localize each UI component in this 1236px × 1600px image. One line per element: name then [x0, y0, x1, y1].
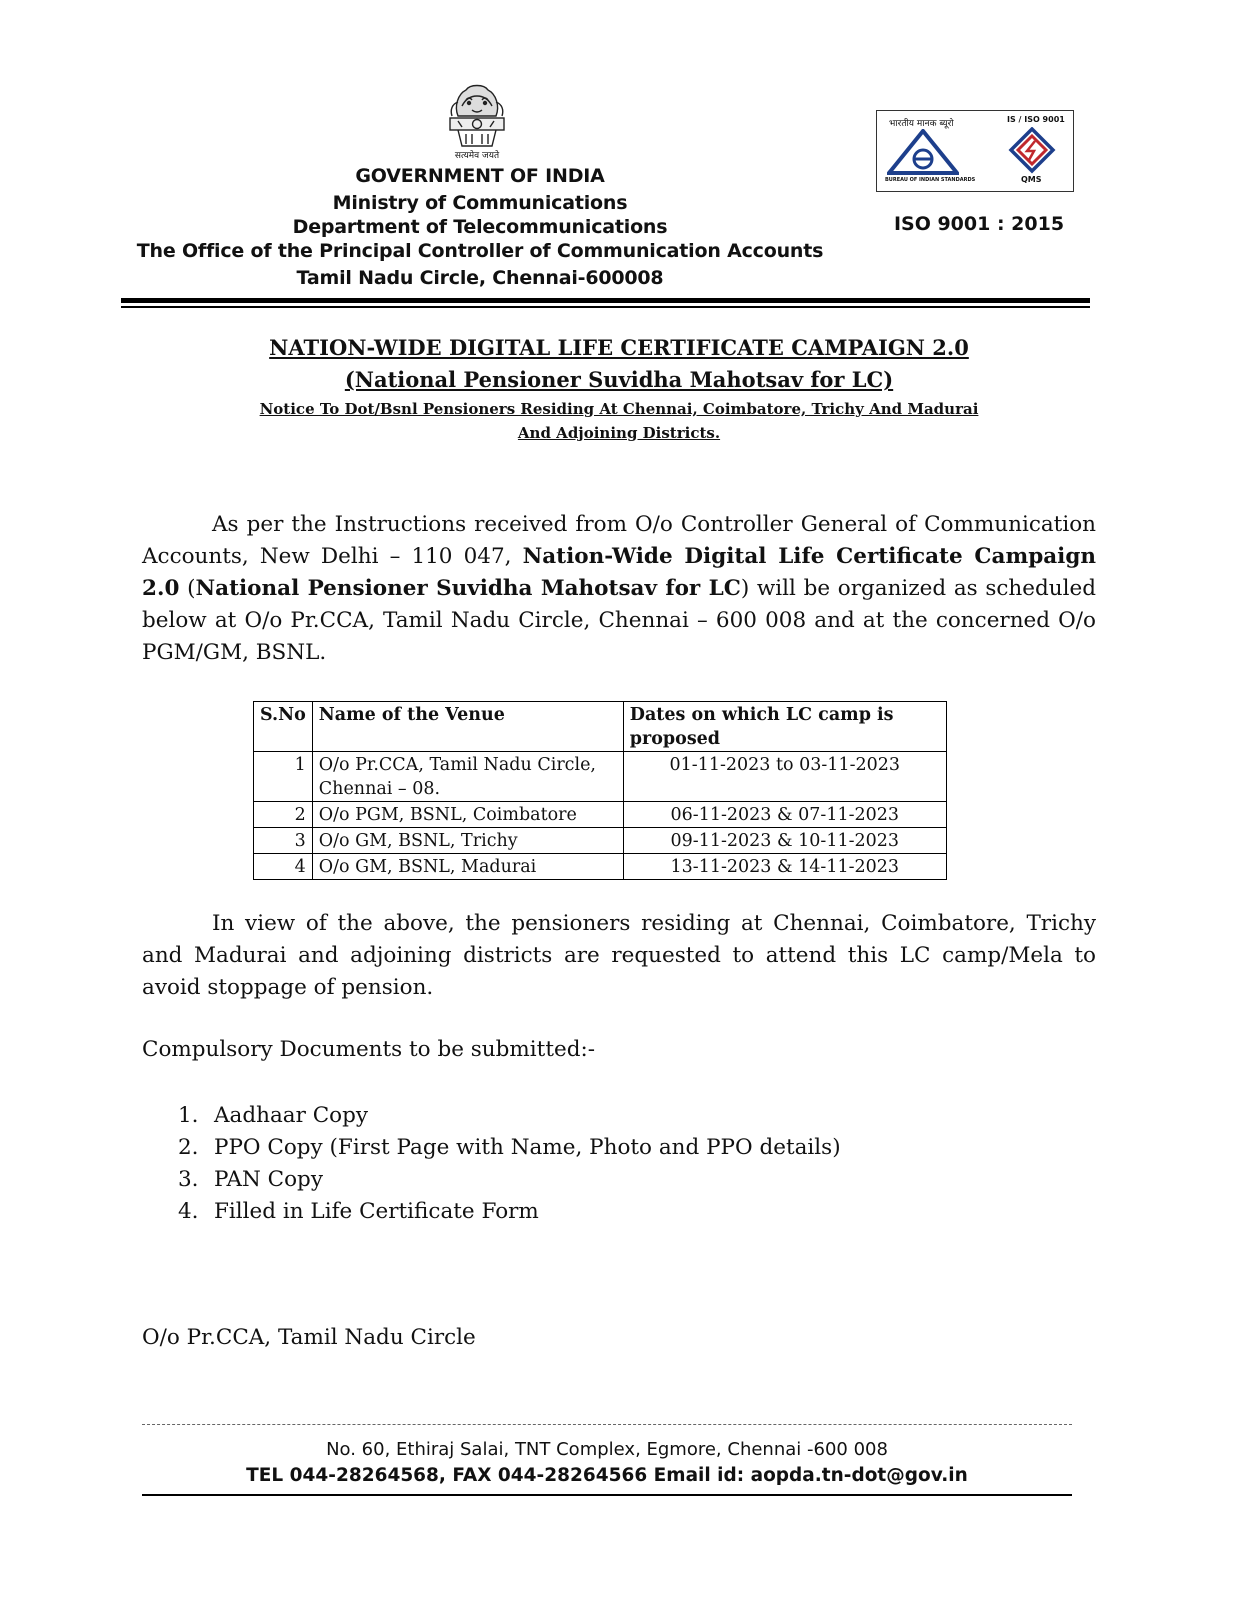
table-row — [254, 854, 947, 880]
bis-bureau-text: BUREAU OF INDIAN STANDARDS — [885, 177, 976, 183]
list-item-number: 1. — [178, 1103, 199, 1128]
cell-venue: O/o Pr.CCA, Tamil Nadu Circle, Chennai – 08. — [312, 752, 623, 802]
table-header-row — [254, 702, 947, 752]
header-government: GOVERNMENT OF INDIA — [355, 165, 605, 187]
header-office: The Office of the Principal Controller of Communication Accounts — [136, 240, 824, 262]
header-divider-thick — [121, 298, 1090, 303]
cell-sno: 2 — [254, 802, 313, 828]
list-item-number: 2. — [178, 1135, 199, 1160]
intro-bold-campaign: Nation-Wide Digital Life Certificate Campaign 2.0 — [142, 544, 1096, 601]
header-sno: S.No — [254, 702, 313, 752]
camp-schedule-table — [253, 701, 947, 880]
bis-iso-label: IS / ISO 9001 — [1007, 115, 1065, 124]
header-venue: Name of the Venue — [312, 702, 623, 752]
documents-list — [178, 1100, 841, 1228]
table-row — [254, 802, 947, 828]
cell-sno: 1 — [254, 752, 313, 802]
intro-text-3: ) will be organized as scheduled below at O/o Pr.CCA, Tamil Nadu Circle, Chennai – 600 008 and at the concerned O/o PGM/GM, BSNL. — [142, 576, 1096, 665]
header-dates: Dates on which LC camp is proposed — [623, 702, 946, 752]
bis-hindi-text: भारतीय मानक ब्यूरो — [889, 119, 954, 129]
table-row — [254, 752, 947, 802]
cell-dates: 13-11-2023 & 14-11-2023 — [623, 854, 946, 880]
intro-paragraph — [142, 509, 1096, 669]
list-item — [178, 1196, 841, 1228]
bis-logo-icon — [876, 110, 1074, 192]
intro-text-1: As per the Instructions received from O/o Controller General of Communication Accounts, New Delhi – 110 047, — [142, 512, 1096, 569]
list-item-text: PPO Copy (First Page with Name, Photo and PPO details) — [214, 1135, 841, 1160]
notice-line-2: And Adjoining Districts. — [517, 424, 721, 442]
list-item-number: 3. — [178, 1167, 199, 1192]
footer-address: No. 60, Ethiraj Salai, TNT Complex, Egmore, Chennai -600 008 — [326, 1439, 888, 1460]
cell-dates: 01-11-2023 to 03-11-2023 — [623, 752, 946, 802]
header-department: Department of Telecommunications — [292, 216, 668, 238]
sign-off: O/o Pr.CCA, Tamil Nadu Circle — [142, 1325, 476, 1350]
campaign-title: NATION-WIDE DIGITAL LIFE CERTIFICATE CAMPAIGN 2.0 — [269, 335, 969, 360]
cell-venue: O/o GM, BSNL, Madurai — [312, 854, 623, 880]
documents-heading: Compulsory Documents to be submitted:- — [142, 1037, 595, 1062]
qms-label: QMS — [1021, 175, 1042, 184]
intro-bold-mahotsav: National Pensioner Suvidha Mahotsav for LC — [195, 576, 741, 601]
header-circle: Tamil Nadu Circle, Chennai-600008 — [296, 267, 664, 289]
cell-dates: 09-11-2023 & 10-11-2023 — [623, 828, 946, 854]
list-item-text: Filled in Life Certificate Form — [214, 1199, 539, 1224]
campaign-subtitle: (National Pensioner Suvidha Mahotsav for LC) — [344, 367, 894, 392]
list-item — [178, 1100, 841, 1132]
bis-triangle-icon — [887, 129, 959, 175]
cell-sno: 3 — [254, 828, 313, 854]
cell-dates: 06-11-2023 & 07-11-2023 — [623, 802, 946, 828]
emblem-caption: सत्यमेव जयते — [454, 151, 500, 161]
notice-line-1: Notice To Dot/Bsnl Pensioners Residing At Chennai, Coimbatore, Trichy And Madurai — [259, 400, 979, 418]
list-item-text: PAN Copy — [214, 1167, 323, 1192]
footer-divider-dashed — [142, 1424, 1072, 1425]
iso-certification: ISO 9001 : 2015 — [893, 213, 1065, 235]
cell-venue: O/o PGM, BSNL, Coimbatore — [312, 802, 623, 828]
list-item-number: 4. — [178, 1199, 199, 1224]
list-item — [178, 1164, 841, 1196]
footer-contact: TEL 044-28264568, FAX 044-28264566 Email id: aopda.tn-dot@gov.in — [246, 1465, 968, 1486]
qms-icon — [1007, 127, 1057, 175]
header-ministry: Ministry of Communications — [332, 192, 628, 214]
cell-venue: O/o GM, BSNL, Trichy — [312, 828, 623, 854]
footer-divider — [142, 1494, 1072, 1496]
list-item-text: Aadhaar Copy — [214, 1103, 369, 1128]
header-divider-thin — [121, 306, 1090, 308]
table-row — [254, 828, 947, 854]
cell-sno: 4 — [254, 854, 313, 880]
intro-text-2: ( — [179, 576, 196, 601]
ashoka-emblem-icon — [436, 76, 518, 162]
request-paragraph: In view of the above, the pensioners residing at Chennai, Coimbatore, Trichy and Madurai and adjoining districts are requested to attend this LC camp/Mela to avoid stoppage of pension. — [142, 911, 1096, 1000]
list-item — [178, 1132, 841, 1164]
